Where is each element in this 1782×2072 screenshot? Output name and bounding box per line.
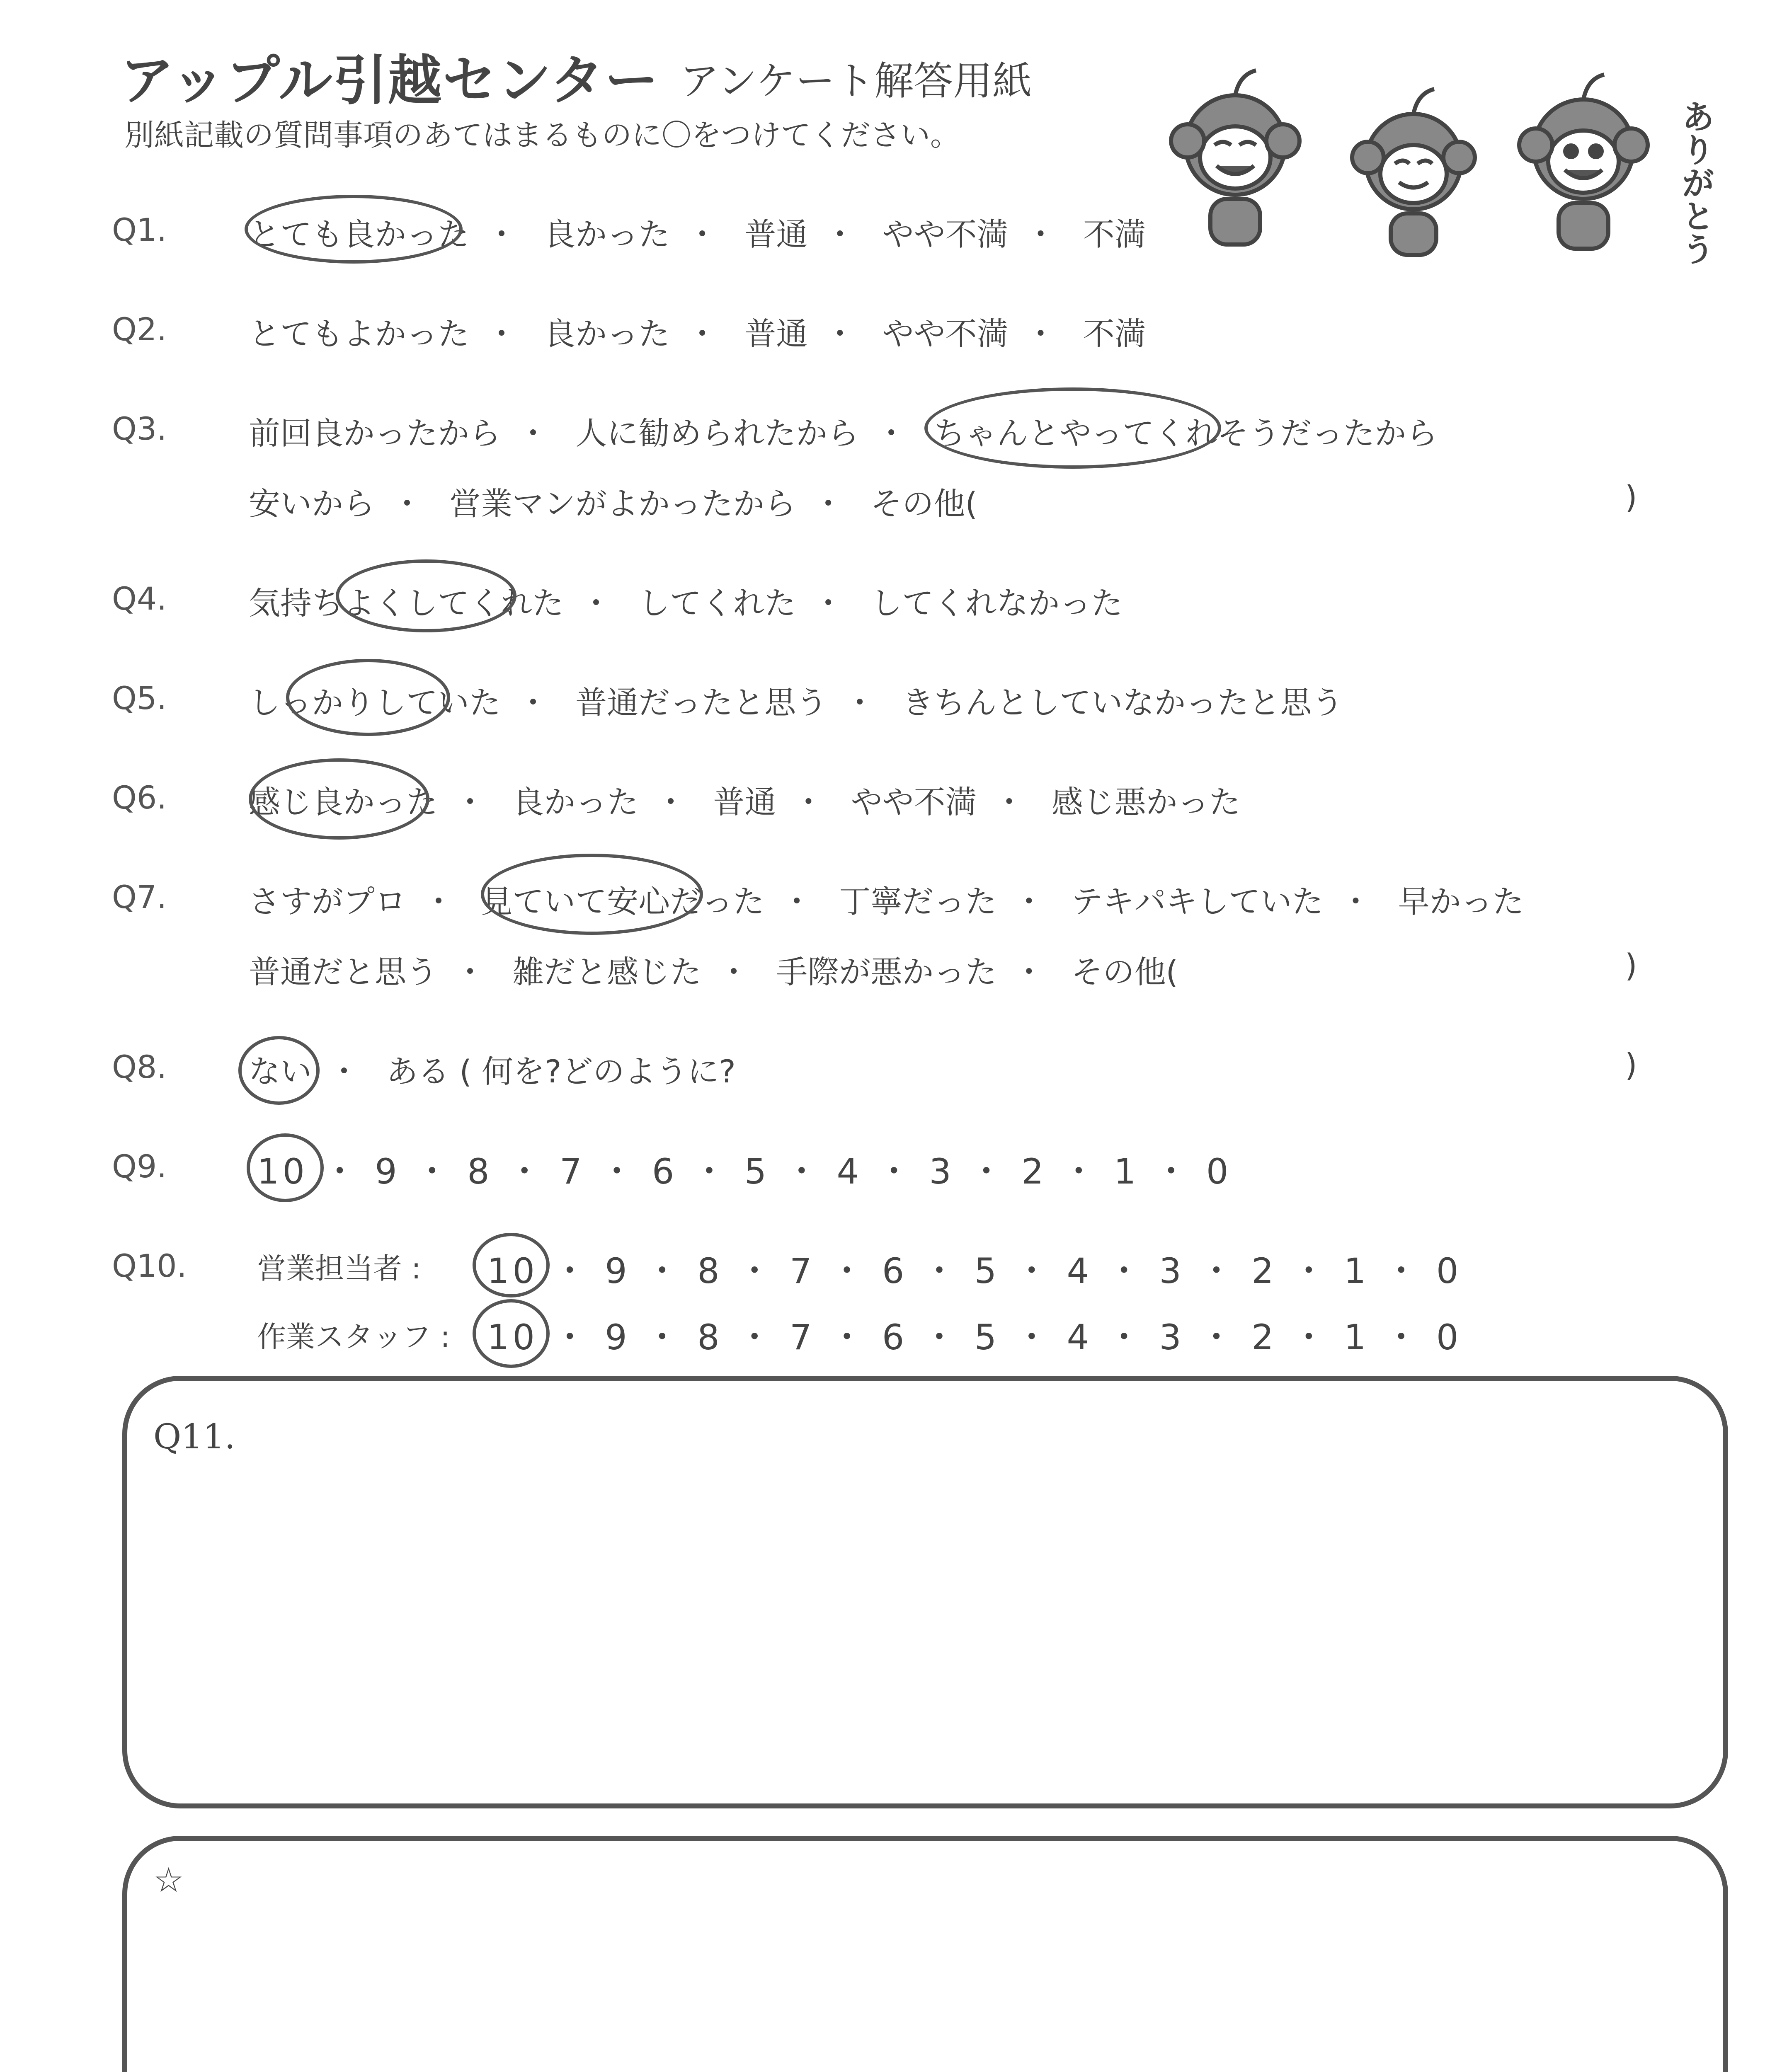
option[interactable]: 良かった	[512, 784, 639, 821]
option[interactable]: やや不満	[882, 315, 1009, 352]
q5-options: しっかりしていた ・ 普通だったと思う ・ きちんとしていなかったと思う	[249, 678, 1343, 723]
selection-circle	[238, 1036, 320, 1105]
selection-circle	[247, 1133, 324, 1202]
option[interactable]: 不満	[1083, 315, 1146, 352]
close-paren: )	[1625, 1046, 1637, 1083]
form-title: アップル引越センター	[120, 49, 659, 112]
close-paren: )	[1625, 947, 1637, 984]
option[interactable]: さすがプロ	[249, 883, 406, 920]
q3-options-line2: 安いから ・ 営業マンがよかったから ・ その他(	[249, 479, 977, 524]
question-id: Q3.	[112, 410, 167, 447]
q7-options-line2: 普通だと思う ・ 雑だと感じた ・ 手際が悪かった ・ その他(	[249, 947, 1178, 992]
question-id: Q5.	[112, 680, 167, 716]
monkey-mascots-illustration	[1144, 50, 1733, 265]
mascot-caption: ありがとう	[1676, 99, 1715, 265]
option[interactable]: テキパキしていた	[1071, 883, 1324, 920]
q10-staff-label: 作業スタッフ :	[257, 1320, 450, 1354]
option[interactable]: 普通	[744, 315, 808, 352]
option[interactable]: 安いから	[249, 485, 375, 522]
option[interactable]: 人に勧められたから	[575, 415, 859, 452]
form-instruction: 別紙記載の質問事項のあてはまるものに〇をつけてください。	[124, 118, 960, 152]
option[interactable]: ある ( 何を?どのように?	[386, 1053, 736, 1090]
q10-sales-label: 営業担当者 :	[257, 1251, 421, 1285]
question-id: Q10.	[112, 1247, 187, 1284]
option[interactable]: とてもよかった	[249, 315, 469, 352]
q10-sales-scale[interactable]: 10 ・ 9 ・ 8 ・ 7 ・ 6 ・ 5 ・ 4 ・ 3 ・ 2 ・ 1 ・ 0	[487, 1251, 1462, 1291]
option[interactable]: 不満	[1083, 216, 1146, 253]
q9-scale[interactable]: 10 ・ 9 ・ 8 ・ 7 ・ 6 ・ 5 ・ 4 ・ 3 ・ 2 ・ 1 ・ 0	[257, 1151, 1232, 1192]
q2-options: とてもよかった ・ 良かった ・ 普通 ・ やや不満 ・ 不満	[249, 309, 1146, 354]
option[interactable]: 気持ちよくしてくれた	[249, 585, 564, 622]
option[interactable]: ない	[249, 1053, 312, 1090]
selection-circle	[249, 758, 429, 840]
selection-circle	[481, 854, 703, 935]
q3-options-line1: 前回良かったから ・ 人に勧められたから ・ ちゃんとやってくれそうだったから	[249, 408, 1438, 453]
option[interactable]: 雑だと感じた	[512, 954, 702, 990]
option[interactable]: 丁寧だった	[839, 883, 997, 920]
option[interactable]: やや不満	[851, 784, 977, 821]
selection-circle	[473, 1233, 550, 1297]
question-id: Q6.	[112, 779, 167, 816]
option[interactable]: 感じ悪かった	[1051, 784, 1241, 821]
q11-comment-box[interactable]	[122, 1376, 1728, 1808]
selection-circle	[924, 387, 1221, 469]
option[interactable]: その他(	[1071, 954, 1178, 990]
option[interactable]: ちゃんとやってくれそうだったから	[933, 415, 1438, 452]
form-subtitle: アンケート解答用紙	[680, 58, 1032, 104]
option[interactable]: 手際が悪かった	[776, 954, 997, 990]
selection-circle	[473, 1299, 550, 1368]
q1-options: とても良かった ・ 良かった ・ 普通 ・ やや不満 ・ 不満	[249, 209, 1146, 254]
q4-options: 気持ちよくしてくれた ・ してくれた ・ してくれなかった	[249, 578, 1123, 623]
option[interactable]: 普通だと思う	[249, 954, 438, 990]
question-id: Q8.	[112, 1048, 167, 1085]
free-comment-box[interactable]	[122, 1836, 1728, 2072]
star-icon: ☆	[153, 1861, 184, 1900]
option[interactable]: とても良かった	[249, 216, 469, 253]
option[interactable]: 早かった	[1398, 883, 1524, 920]
option[interactable]: 営業マンがよかったから	[449, 485, 796, 522]
selection-circle	[336, 559, 516, 632]
option[interactable]: やや不満	[882, 216, 1009, 253]
option[interactable]: 良かった	[544, 216, 670, 253]
option[interactable]: してくれなかった	[870, 585, 1123, 622]
option[interactable]: 感じ良かった	[249, 784, 438, 821]
q11-label: Q11.	[153, 1417, 235, 1457]
option[interactable]: 見ていて安心だった	[481, 883, 765, 920]
question-id: Q4.	[112, 580, 167, 617]
option[interactable]: 良かった	[544, 315, 670, 352]
q8-options: ない ・ ある ( 何を?どのように?	[249, 1046, 736, 1092]
option[interactable]: 普通	[713, 784, 776, 821]
option[interactable]: その他(	[870, 485, 977, 522]
close-paren: )	[1625, 479, 1637, 516]
selection-circle	[245, 195, 463, 264]
q10-staff-scale[interactable]: 10 ・ 9 ・ 8 ・ 7 ・ 6 ・ 5 ・ 4 ・ 3 ・ 2 ・ 1 ・ 0	[487, 1317, 1462, 1358]
option[interactable]: 普通だったと思う	[575, 684, 828, 721]
q7-options-line1: さすがプロ ・ 見ていて安心だった ・ 丁寧だった ・ テキパキしていた ・ 早かった	[249, 876, 1524, 922]
question-id: Q7.	[112, 879, 167, 915]
option[interactable]: しっかりしていた	[249, 684, 501, 721]
question-id: Q9.	[112, 1148, 167, 1185]
option[interactable]: 普通	[744, 216, 808, 253]
question-id: Q1.	[112, 211, 167, 248]
option[interactable]: してくれた	[638, 585, 796, 622]
q6-options: 感じ良かった ・ 良かった ・ 普通 ・ やや不満 ・ 感じ悪かった	[249, 777, 1241, 822]
selection-circle	[286, 659, 450, 736]
option[interactable]: 前回良かったから	[249, 415, 501, 452]
option[interactable]: きちんとしていなかったと思う	[902, 684, 1343, 721]
question-id: Q2.	[112, 311, 167, 348]
